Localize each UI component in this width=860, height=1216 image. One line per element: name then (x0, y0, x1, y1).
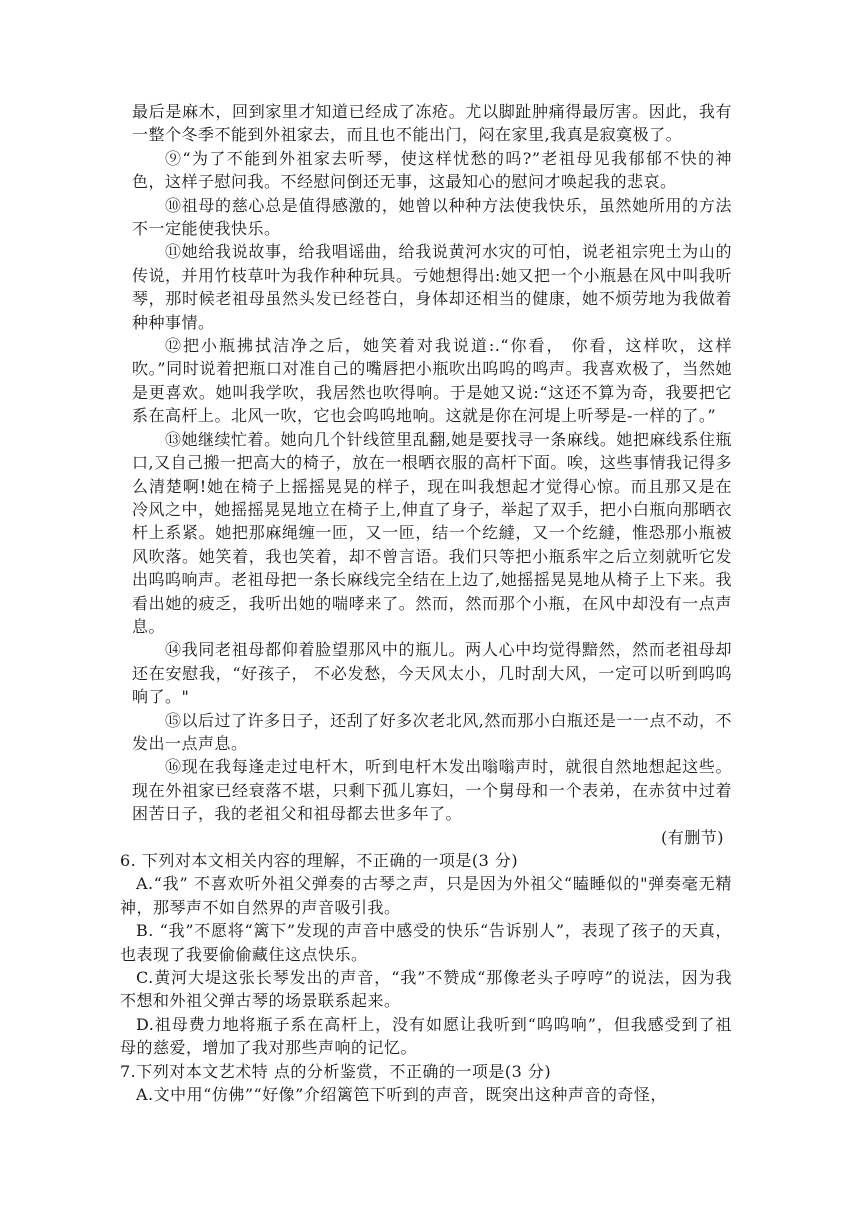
paragraph-15: ⑮以后过了许多日子，还刮了好多次老北风,然而那小白瓶还是一一点不动，不发出一点声息。 (132, 710, 732, 753)
paragraph-11: ⑪她给我说故事，给我唱谣曲，给我说黄河水灾的可怕，说老祖宗兜土为山的传说，并用竹枝草叶为我作种种玩具。亏她想得出:她又把一个小瓶悬在风中叫我听琴，那时候老祖母虽然头发已经苍白，身体却还相当的健康，她不烦劳地为我做着种种事情。 (132, 242, 732, 332)
question-6-option-b: B. “我”不愿将“篱下”发现的声音中感受的快乐“告诉别人”，表现了孩子的天真，也表现了我要偷偷藏住这点快乐。 (120, 921, 732, 964)
paragraph-9: ⑨“为了不能到外祖家去听琴，使这样忧愁的吗?”老祖母见我郁郁不快的神色，这样子慰问我。不经慰问倒还无事，这最知心的慰问才唤起我的悲哀。 (132, 148, 732, 192)
question-6-option-a: A.“我” 不喜欢听外祖父弹奏的古琴之声，只是因为外祖父“瞌睡似的"弹奏毫无精神，那琴声不如自然界的声音吸引我。 (120, 874, 732, 917)
abridged-note: (有删节) (661, 827, 724, 847)
paragraph-12: ⑫把小瓶拂拭洁净之后，她笑着对我说道:.“你看， 你看，这样吹，这样吹。”同时说着把瓶口对准自己的嘴唇把小瓶吹出呜呜的鸣声。我喜欢极了，当然她是更喜欢。她叫我学吹，我居然也吹得响。于是她又说:“这还不算为奇，我要把它系在高杆上。北风一吹，它也会呜呜地响。这就是你在河堤上听琴是-一样的了。” (132, 336, 732, 426)
paragraph-continuation: 最后是麻木，回到家里才知道已经成了冻疮。尤以脚趾肿痛得最厉害。因此，我有一整个冬季不能到外祖家去，而且也不能出门，闷在家里,我真是寂寞极了。 (132, 102, 732, 145)
paragraph-13: ⑬她继续忙着。她向几个针线笸里乱翻,她是要找寻一条麻线。她把麻线系住瓶口,又自己搬一把高大的椅子，放在一根晒衣服的高杆下面。唉，这些事情我记得多么清楚啊!她在椅子上摇摇晃晃的样子，现在叫我想起才觉得心惊。而且那又是在冷风之中，她摇摇晃晃地立在椅子上,伸直了身子，举起了双手，把小白瓶向那晒衣杆上系紧。她把那麻绳缠一匝，又一匝，结一个纥繨，又一个纥繨，惟恐那小瓶被风吹落。她笑着，我也笑着，却不曾言语。我们只等把小瓶系牢之后立刻就听它发出呜呜响声。老祖母把一条长麻线完全结在上边了,她摇摇晃晃地从椅子上下来。我看出她的疲乏，我听出她的喘哮来了。然而，然而那个小瓶，在风中却没有一点声息。 (132, 429, 732, 636)
question-6-option-c: C.黄河大堤这张长琴发出的声音，“我”不赞成“那像老头子哼哼”的说法，因为我不想和外祖父弹古琴的场景联系起来。 (120, 968, 732, 1011)
paragraph-16: ⑯现在我每逢走过电杆木，听到电杆木发出嗡嗡声时，就很自然地想起这些。现在外祖家已经衰落不堪，只剩下孤儿寡妇，一个舅母和一个表弟，在赤贫中过着困苦日子，我的老祖父和祖母都去世多年了。 (132, 757, 732, 824)
question-6-stem: 6. 下列对本文相关内容的理解，不正确的一项是(3 分) (120, 851, 519, 870)
question-7-stem: 7.下列对本文艺术特 点的分析鉴赏，不正确的一项是(3 分) (120, 1061, 552, 1081)
paragraph-14: ⑭我同老祖母都仰着脸望那风中的瓶儿。两人心中均觉得黯然，然而老祖母却还在安慰我，“好孩子， 不必发愁，今天风太小，几时刮大风，一定可以听到呜呜响了。" (132, 640, 732, 707)
question-6-option-d: D.祖母费力地将瓶子系在高杆上，没有如愿让我听到“呜呜响”，但我感受到了祖母的慈爱，增加了我对那些声响的记忆。 (120, 1014, 732, 1058)
paragraph-10: ⑩祖母的慈心总是值得感激的，她曾以种种方法使我快乐，虽然她所用的方法不一定能使我快乐。 (132, 195, 732, 239)
question-7-option-a: A.文中用“仿佛”“好像”介绍篱笆下听到的声音，既突出这种声音的奇怪， (136, 1085, 667, 1105)
